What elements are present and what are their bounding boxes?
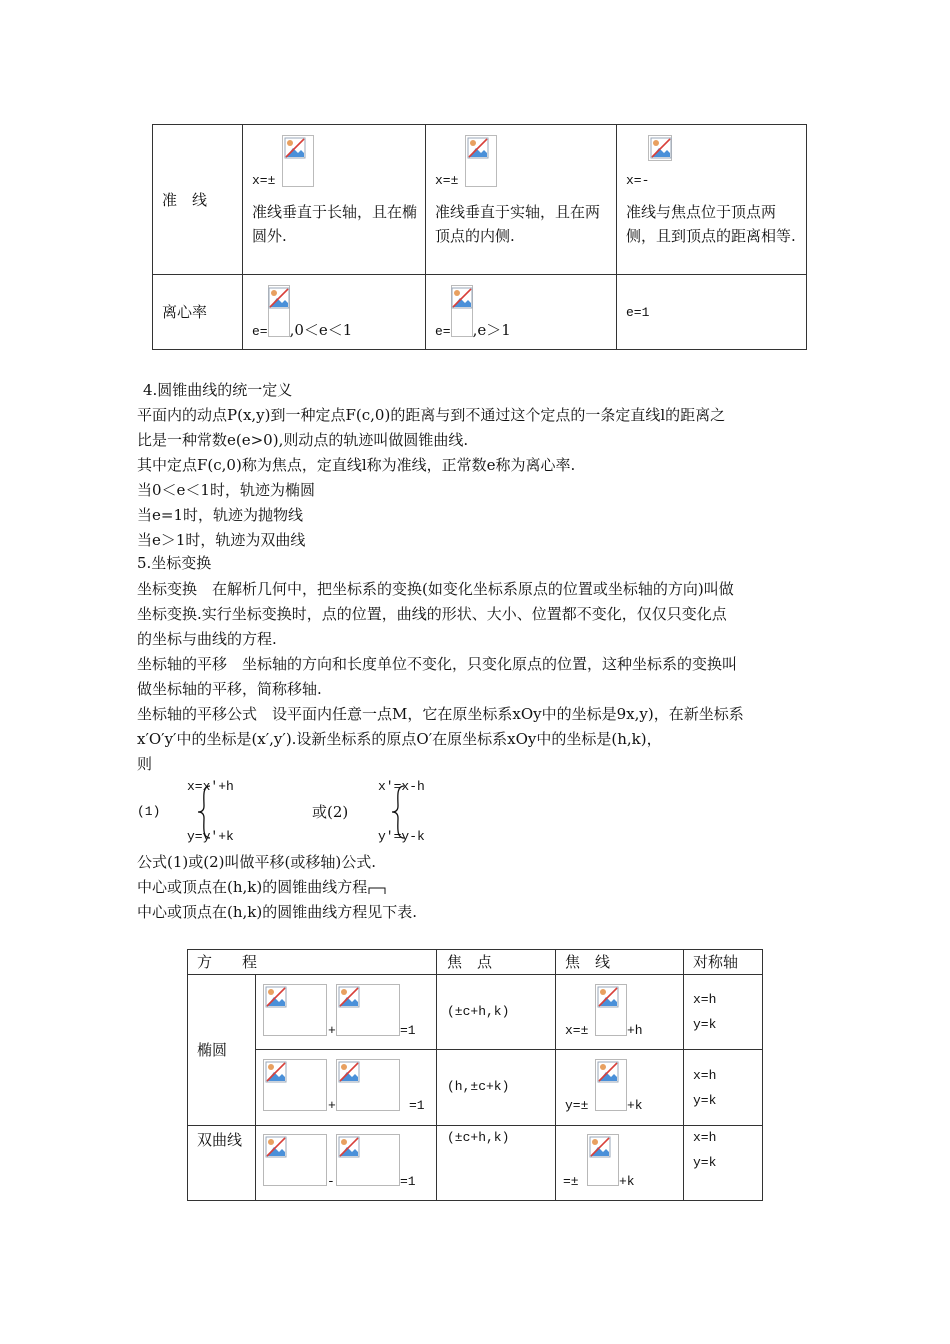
- directrix-suffix: +h: [627, 1023, 643, 1038]
- eccentricity-parabola: e=1: [626, 305, 650, 320]
- eccentricity-hyperbola: e= ,e＞1: [435, 321, 511, 339]
- formula-image: [587, 1134, 619, 1186]
- axis-y: y=k: [693, 1155, 717, 1170]
- formula-1-bottom: y=y′+k: [187, 829, 234, 844]
- small-bracket-icon: [368, 885, 386, 895]
- equation-operator: +: [328, 1098, 336, 1113]
- directrix-desc-ellipse: 准线垂直于长轴，且在椭圆外.: [252, 203, 418, 245]
- formula-image: [263, 1134, 327, 1186]
- or-label: 或(2): [312, 803, 349, 821]
- section-5-line: 的坐标与曲线的方程.: [137, 630, 277, 648]
- left-brace-icon: [196, 784, 212, 840]
- directrix-formula-hyperbola: x=±: [435, 173, 459, 188]
- section-5-line: 坐标变换.实行坐标变换时，点的位置，曲线的形状、大小、位置都不变化，仅仅只变化点: [137, 605, 727, 623]
- ellipse-label: 椭圆: [197, 1041, 228, 1059]
- section-5-line: 坐标轴的平移 坐标轴的方向和长度单位不变化，只变化原点的位置，这种坐标系的变换叫: [137, 655, 738, 673]
- axis-x: x=h: [693, 1068, 717, 1083]
- left-brace-icon: [390, 784, 406, 840]
- directrix-desc-hyperbola: 准线垂直于实轴，且在两顶点的内侧.: [435, 203, 601, 245]
- section-5-line: 则: [137, 755, 153, 773]
- header-axis: 对称轴: [693, 953, 739, 971]
- section-4-heading: 4.圆锥曲线的统一定义: [143, 381, 293, 399]
- focus-value: (h,±c+k): [447, 1079, 510, 1094]
- directrix-prefix: y=±: [565, 1098, 589, 1113]
- directrix-formula-ellipse: x=±: [252, 173, 276, 188]
- formula-image: [336, 1134, 400, 1186]
- formula-image: [263, 1059, 327, 1111]
- formula-1-top: x=x′+h: [187, 779, 234, 794]
- formula-1-label: (1): [137, 804, 161, 819]
- formula-image: [648, 135, 672, 161]
- focus-value: (±c+h,k): [447, 1130, 510, 1145]
- equation-operator: -: [327, 1174, 335, 1189]
- formula-image: [595, 1059, 627, 1111]
- row-label-eccentricity: 离心率: [162, 303, 208, 321]
- formula-image: [336, 1059, 400, 1111]
- equation-operator: +: [328, 1023, 336, 1038]
- section-5-line: 做坐标轴的平移，简称移轴.: [137, 680, 322, 698]
- section-5-heading: 5.坐标变换: [137, 554, 212, 572]
- axis-x: x=h: [693, 1130, 717, 1145]
- section-4-line: 平面内的动点P(x,y)到一种定点F(c,0)的距离与到不通过这个定点的一条定直线l的距离之: [137, 406, 726, 424]
- formula-image: [336, 984, 400, 1036]
- section-5-after-line: 中心或顶点在(h,k)的圆锥曲线方程见下表.: [137, 903, 417, 921]
- header-focus: 焦 点: [447, 953, 493, 971]
- equation-rhs: =1: [400, 1023, 416, 1038]
- formula-image: [465, 135, 497, 187]
- header-directrix: 焦 线: [565, 953, 611, 971]
- directrix-suffix: +k: [627, 1098, 643, 1113]
- hyperbola-label: 双曲线: [197, 1131, 243, 1149]
- section-5-after-line: 公式(1)或(2)叫做平移(或移轴)公式.: [137, 853, 376, 871]
- formula-image: [595, 984, 627, 1036]
- directrix-formula-parabola: x=-: [626, 173, 650, 188]
- axis-y: y=k: [693, 1017, 717, 1032]
- directrix-suffix: +k: [619, 1174, 635, 1189]
- formula-image: [282, 135, 314, 187]
- formula-2-bottom: y′=y-k: [378, 829, 425, 844]
- section-5-line: 坐标变换 在解析几何中，把坐标系的变换(如变化坐标系原点的位置或坐标轴的方向)叫做: [137, 580, 734, 598]
- row-label-directrix: 准 线: [162, 191, 208, 209]
- formula-image: [263, 984, 327, 1036]
- section-5-after-line: 中心或顶点在(h,k)的圆锥曲线方程: [137, 878, 368, 896]
- section-4-line: 比是一种常数e(e>0),则动点的轨迹叫做圆锥曲线.: [137, 431, 469, 449]
- section-5-line: x′O′y′中的坐标是(x′,y′).设新坐标系的原点O′在原坐标系xOy中的坐标是(h,k)，: [137, 730, 662, 748]
- axis-x: x=h: [693, 992, 717, 1007]
- header-equation: 方 程: [197, 953, 258, 971]
- directrix-prefix: x=±: [565, 1023, 589, 1038]
- eccentricity-ellipse: e= ,0＜e＜1: [252, 321, 353, 339]
- directrix-desc-parabola: 准线与焦点位于顶点两侧，且到顶点的距离相等.: [626, 203, 796, 245]
- section-4-line: 当0＜e＜1时，轨迹为椭圆: [137, 481, 315, 499]
- section-4-line: 当e=1时，轨迹为抛物线: [137, 506, 303, 524]
- equation-rhs: =1: [400, 1174, 416, 1189]
- axis-y: y=k: [693, 1093, 717, 1108]
- directrix-prefix: =±: [563, 1174, 579, 1189]
- section-4-line: 其中定点F(c,0)称为焦点，定直线l称为准线，正常数e称为离心率.: [137, 456, 576, 474]
- section-5-line: 坐标轴的平移公式 设平面内任意一点M，它在原坐标系xOy中的坐标是9x,y)，在新坐标系: [137, 705, 744, 723]
- section-4-line: 当e＞1时，轨迹为双曲线: [137, 531, 306, 549]
- equation-rhs: =1: [409, 1098, 425, 1113]
- formula-2-top: x′=x-h: [378, 779, 425, 794]
- focus-value: (±c+h,k): [447, 1004, 510, 1019]
